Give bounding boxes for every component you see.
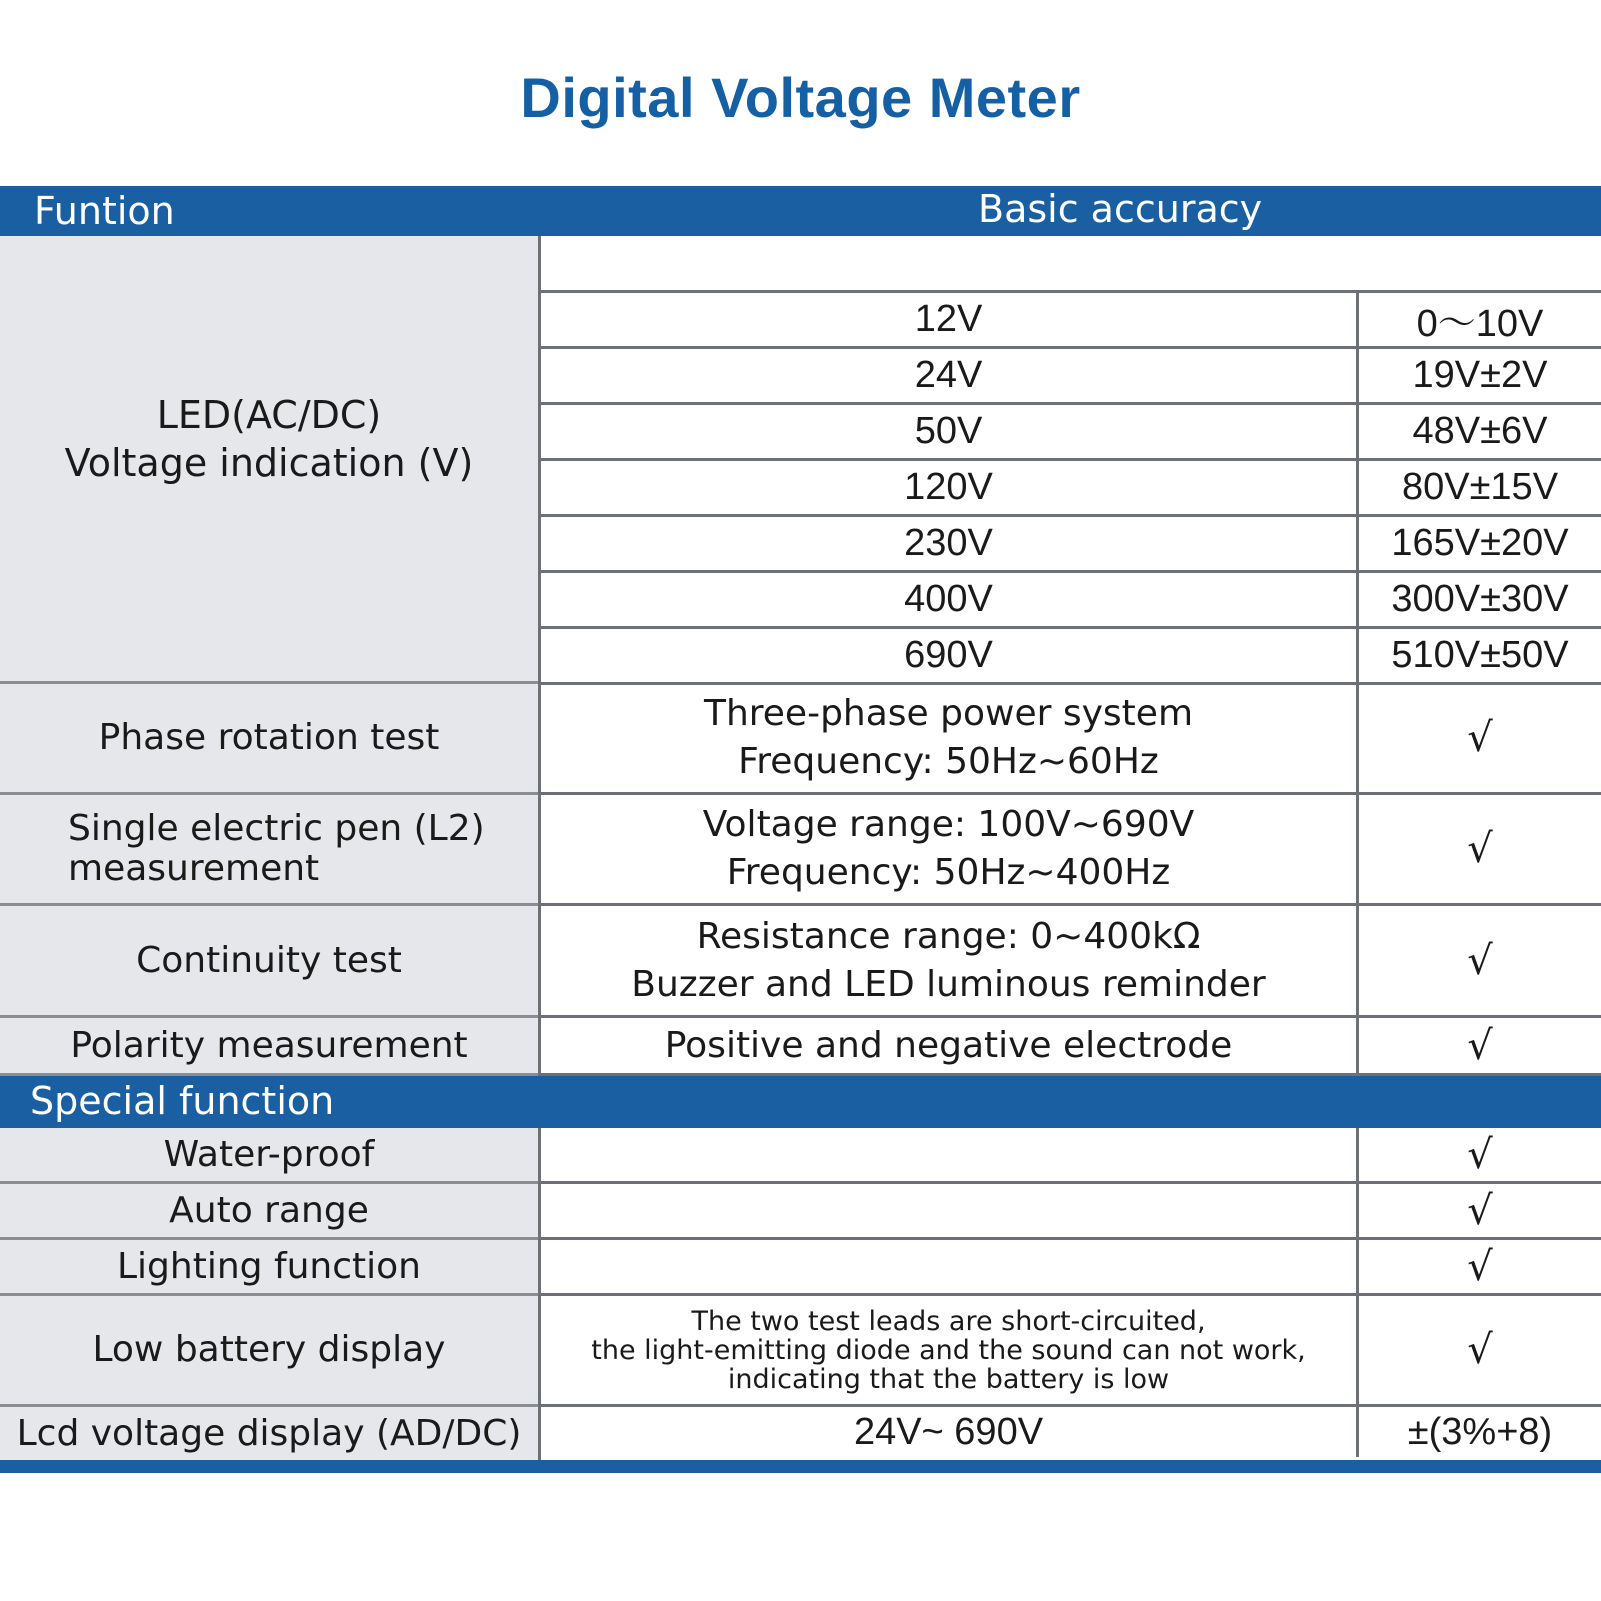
function-detail: Voltage range: 100V~690V Frequency: 50Hz~400Hz	[702, 804, 1195, 893]
column-divider	[538, 1128, 541, 1184]
accuracy-value: ±(3%+8)	[1407, 1410, 1553, 1453]
check-mark: √	[1467, 826, 1493, 872]
function-name: Polarity measurement	[0, 1018, 538, 1076]
special-function-detail: The two test leads are short-circuited, the light-emitting diode and the sound can not work, indicating that the battery is low	[591, 1305, 1306, 1395]
special-function-label: Special function	[30, 1079, 335, 1123]
special-function-name: Water-proof	[0, 1128, 538, 1184]
column-divider	[538, 1240, 541, 1296]
special-function-name: Auto range	[0, 1184, 538, 1240]
check-mark: √	[1467, 937, 1493, 984]
led-voltage-range: 80V±15V	[1401, 466, 1559, 508]
check-mark: √	[1467, 715, 1493, 761]
function-name: Continuity test	[0, 906, 538, 1018]
check-mark: √	[1467, 1327, 1493, 1373]
led-voltage-range: 510V±50V	[1391, 634, 1569, 676]
header-function-label: Funtion	[34, 189, 175, 233]
function-detail: Resistance range: 0~400kΩ Buzzer and LED luminous reminder	[631, 915, 1266, 1005]
led-voltage-range: 0～10V	[1416, 303, 1544, 345]
column-divider	[1356, 1018, 1359, 1073]
column-divider	[1356, 795, 1359, 903]
check-mark: √	[1467, 1131, 1493, 1178]
function-detail: Positive and negative electrode	[664, 1024, 1233, 1066]
page-title: Digital Voltage Meter	[520, 66, 1081, 129]
special-function-name: Lcd voltage display (AD/DC)	[0, 1407, 538, 1460]
column-divider	[1356, 906, 1359, 1015]
led-nominal-voltage: 50V	[914, 410, 983, 452]
check-mark: √	[1467, 1187, 1493, 1234]
function-detail: Three-phase power system Frequency: 50Hz~60Hz	[703, 693, 1194, 782]
led-voltage-range: 19V±2V	[1412, 354, 1548, 396]
column-divider	[538, 1296, 541, 1407]
led-voltage-range: 48V±6V	[1412, 410, 1548, 452]
special-function-detail: 24V~ 690V	[853, 1410, 1044, 1453]
check-mark: √	[1467, 1243, 1493, 1290]
led-voltage-range: 300V±30V	[1391, 578, 1569, 620]
led-nominal-voltage: 690V	[904, 634, 993, 676]
led-nominal-voltage: 230V	[904, 522, 993, 564]
led-nominal-voltage: 12V	[914, 298, 983, 340]
special-function-bar	[0, 1076, 1601, 1128]
header-accuracy-label: Basic accuracy	[978, 187, 1263, 231]
special-function-detail	[541, 1184, 1356, 1237]
column-divider	[1356, 1407, 1359, 1457]
table-footer-bar	[0, 1460, 1601, 1473]
column-divider	[1356, 1296, 1359, 1404]
check-mark: √	[1467, 1022, 1493, 1069]
led-nominal-voltage: 400V	[904, 578, 993, 620]
led-nominal-voltage: 120V	[904, 466, 993, 508]
column-divider	[1356, 1128, 1359, 1181]
special-function-name: Low battery display	[0, 1296, 538, 1407]
led-nominal-voltage: 24V	[914, 354, 983, 396]
column-divider	[1356, 1240, 1359, 1293]
special-function-name: Lighting function	[0, 1240, 538, 1296]
column-divider	[1356, 1184, 1359, 1237]
function-name: Phase rotation test	[0, 684, 538, 795]
column-divider	[538, 1184, 541, 1240]
special-function-detail	[541, 1240, 1356, 1293]
led-voltage-label: LED(AC/DC) Voltage indication (V)	[0, 236, 538, 684]
led-voltage-range: 165V±20V	[1391, 522, 1569, 564]
column-divider	[1356, 684, 1359, 792]
column-divider	[538, 1407, 541, 1460]
special-function-detail	[541, 1128, 1356, 1181]
table-header-bar	[0, 186, 1601, 236]
function-name: Single electric pen (L2) measurement	[0, 795, 538, 906]
